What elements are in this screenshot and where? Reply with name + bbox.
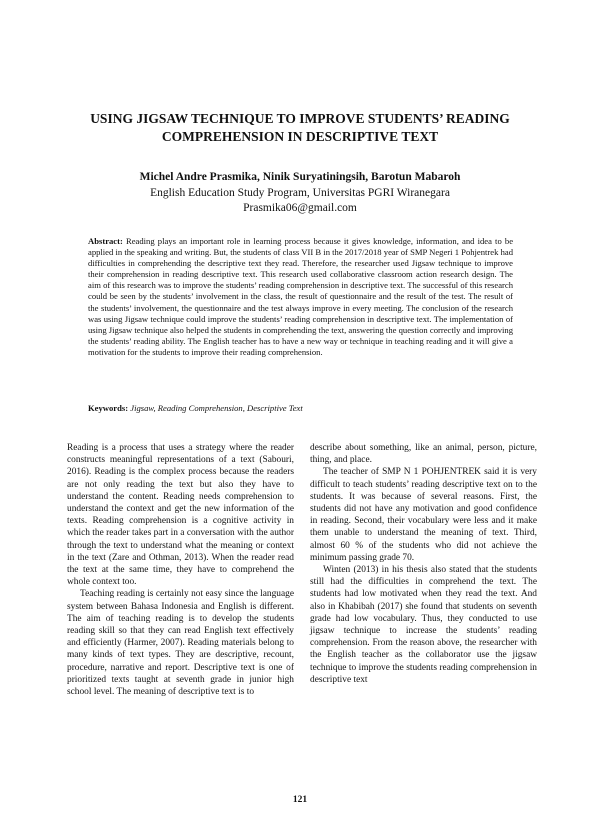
body-column-right (310, 442, 537, 686)
paper-title (80, 110, 520, 146)
body-paragraph: describe about something, like an animal, person, picture, thing, and place. (310, 443, 537, 466)
keywords-label: Keywords: (88, 403, 129, 413)
page-number: 121 (292, 795, 308, 805)
body-paragraph: Reading is a process that uses a strategy where the reader constructs meaningful representations of a text (Sabouri, 2016). Reading is the complex process because the readers are not only reading the text but also they have to understand the content. Reading needs comprehension to understand the context and get the new information of the texts. Reading comprehension is a cognitive activity in which the reader takes part in a conversation with the author through the text to understand what the meaning or context in the text (Zare and Othman, 2013). When the reader read the text at the same time, they have to comprehend the whole context too. (67, 443, 294, 588)
body-paragraph: Winten (2013) in his thesis also stated that the students still had the difficulties in comprehend the text. The students had low motivated when they read the text. And also in Khabibah (2017) she found that students on seventh grade had low vocabulary. Thus, they conducted to use jigsaw technique to increase the students’ reading comprehension. From the reason above, the researcher with the English teacher as the collaborator use the jigsaw technique to improve the students reading comprehension in descriptive text (310, 565, 537, 685)
abstract-text: Reading plays an important role in learning process because it gives knowledge, information, and idea to be applied in the speaking and writing. But, the students of class VII B in the 2017/2018 year of SMP Negeri 1 Pohjentrek had difficulties in comprehending the descriptive text they read. Therefore, the researcher used Jigsaw technique to improve their comprehension in reading descriptive text. This research used collaborative classroom action research design. The aim of this research was to improve the students’ reading comprehension in descriptive text. The successful of this research could be seen by the students’ involvement in the class, the result of questionnaire and the result of the test. The result of the students’ involvement, the questionnaire and the test always improve in every meeting. The conclusion of the research was using Jigsaw technique could improve the students’ reading comprehension in descriptive text. The implementation of using Jigsaw technique also helped the students in comprehending the text, answering the question correctly and improving the students’ reading ability. The English teacher has to have a new way or technique in teaching reading and it will give a motivation for the students to improve their reading comprehension. (88, 236, 514, 357)
body-paragraph: Teaching reading is certainly not easy since the language system between Bahasa Indonesia and English is different. The aim of teaching reading is to develop the students reading skill so that they can read English text effectively and efficiently (Harmer, 2007). Reading materials belong to many kinds of text types. They are descriptive, recount, procedure, narrative and report. Descriptive text is one of prioritized texts taught at seventh grade in junior high school level. The meaning of descriptive text is to (67, 589, 294, 698)
title-line-2: COMPREHENSION IN DESCRIPTIVE TEXT (161, 129, 439, 144)
affiliation: English Education Study Program, Universitas PGRI Wiranegara (150, 186, 450, 199)
keywords-list: Jigsaw, Reading Comprehension, Descriptive Text (130, 403, 303, 413)
author-names: Michel Andre Prasmika, Ninik Suryatiningsih, Barotun Mabaroh (139, 171, 461, 183)
abstract-label: Abstract: (88, 236, 123, 246)
author-block (60, 170, 540, 217)
abstract (88, 236, 513, 358)
title-line-1: USING JIGSAW TECHNIQUE TO IMPROVE STUDENTS’ READING (90, 111, 510, 126)
body-paragraph: The teacher of SMP N 1 POHJENTREK said it is very difficult to teach students’ reading descriptive text on to the students. It was because of several reasons. First, the students did not have any motivation and good confidence in reading. Second, their vocabulary were less and it make them unable to understand the meaning of text. Third, almost 60 % of the students who did not achieve the minimum passing grade 70. (310, 467, 537, 563)
body-column-left (67, 442, 294, 698)
author-email: Prasmika06@gmail.com (243, 202, 357, 214)
keywords (88, 403, 513, 414)
